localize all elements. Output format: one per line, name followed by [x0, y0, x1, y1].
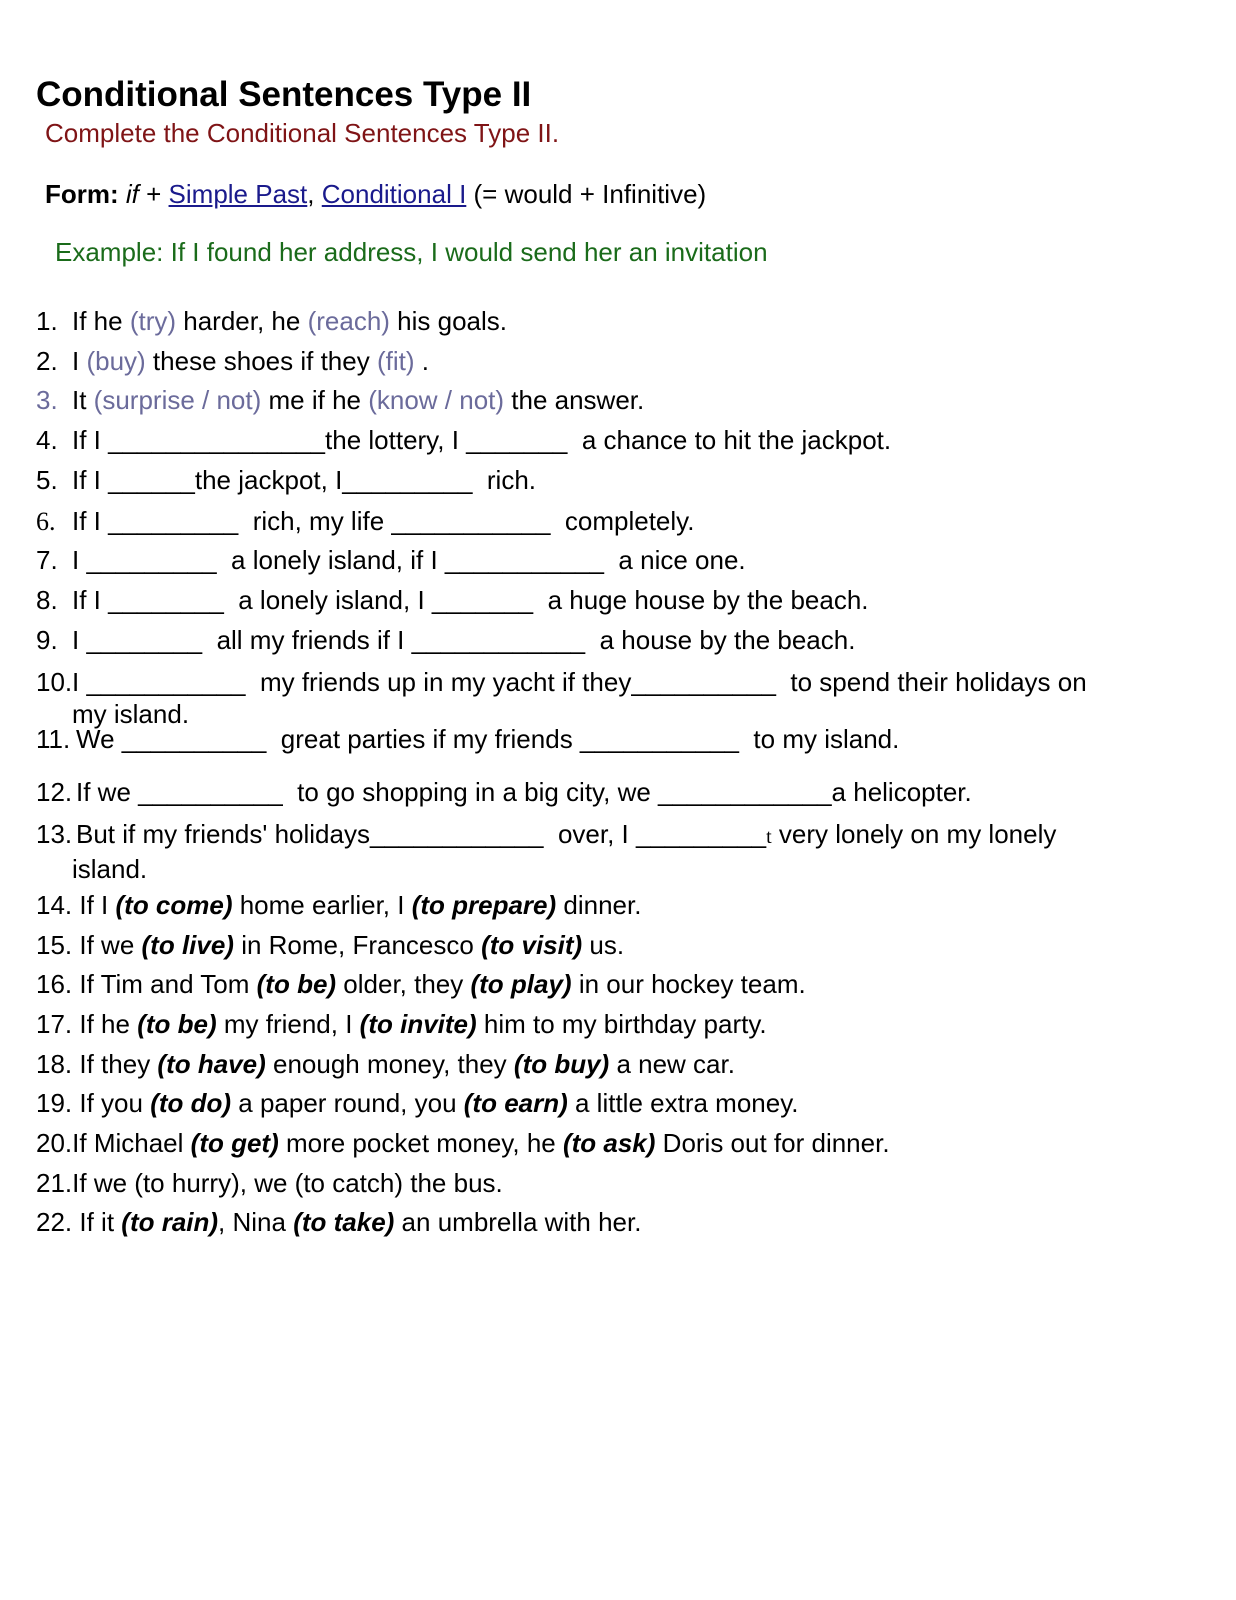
- item-text: I ___________ my friends up in my yacht if they__________ to spend their holidays on: [72, 667, 1087, 697]
- form-rest: (= would + Infinitive): [466, 179, 707, 209]
- item-text: If he: [72, 306, 130, 336]
- item-number: 12.: [36, 777, 73, 807]
- item-text: If I _______________the lottery, I _______ a chance to hit the jackpot.: [72, 425, 892, 455]
- item-text: him to my birthday party.: [476, 1009, 767, 1039]
- form-if: if: [125, 179, 139, 209]
- item-number: 1.: [36, 306, 58, 336]
- item-text: a little extra money.: [567, 1088, 799, 1118]
- form-comma: ,: [307, 179, 315, 209]
- item-text: If Tim and Tom: [72, 969, 257, 999]
- item-number: 20.: [36, 1128, 73, 1158]
- example-sentence: Example: If I found her address, I would send her an invitation: [55, 237, 768, 267]
- verb-hint: (to ask): [562, 1128, 656, 1158]
- item-number: 7.: [36, 545, 58, 575]
- item-text: , Nina: [218, 1207, 294, 1237]
- item-text: my friend, I: [216, 1009, 360, 1039]
- item-text: very lonely on my lonely: [771, 819, 1057, 849]
- item-text: If you: [72, 1088, 151, 1118]
- item-text: a new car.: [609, 1049, 735, 1079]
- item-text: If I _________ rich, my life ___________ completely.: [72, 506, 695, 536]
- item-text: his goals.: [389, 306, 508, 336]
- item-number: 16.: [36, 969, 73, 999]
- item-number: 15.: [36, 930, 73, 960]
- verb-hint: (to visit): [481, 930, 583, 960]
- verb-hint: (to be): [137, 1009, 217, 1039]
- item-text: an umbrella with her.: [394, 1207, 642, 1237]
- exercise-item-2: [36, 345, 429, 377]
- item-text: If Michael: [72, 1128, 191, 1158]
- item-text: If I ______the jackpot, I_________ rich.: [72, 465, 537, 495]
- exercise-item-19: [36, 1087, 799, 1119]
- item-text: a paper round, you: [231, 1088, 464, 1118]
- page-title: Conditional Sentences Type II: [36, 75, 532, 114]
- item-number: 13.: [36, 819, 73, 849]
- item-number: 5.: [36, 465, 58, 495]
- verb-hint: (surprise / not): [93, 385, 262, 415]
- item-text: in our hockey team.: [571, 969, 806, 999]
- verb-hint: (fit): [376, 346, 415, 376]
- form-plus: +: [138, 179, 169, 209]
- item-text-continued: island.: [72, 854, 148, 884]
- item-number: 9.: [36, 625, 58, 655]
- item-number: 4.: [36, 425, 58, 455]
- exercise-item-17: [36, 1008, 767, 1040]
- item-text: us.: [582, 930, 625, 960]
- item-text: If it: [72, 1207, 122, 1237]
- verb-hint: (to play): [470, 969, 572, 999]
- item-text: I _________ a lonely island, if I ___________ a nice one.: [72, 545, 746, 575]
- verb-hint: (know / not): [368, 385, 505, 415]
- exercise-item-12: [36, 776, 972, 808]
- item-text: Doris out for dinner.: [655, 1128, 890, 1158]
- item-text: If they: [72, 1049, 158, 1079]
- verb-hint: (buy): [86, 346, 146, 376]
- item-number: 22.: [36, 1207, 73, 1237]
- item-text: It: [72, 385, 94, 415]
- verb-hint: (to be): [256, 969, 337, 999]
- item-number: 6.: [36, 507, 56, 536]
- exercise-item-15: [36, 929, 624, 961]
- exercise-item-3: [36, 384, 644, 416]
- item-number: 21.: [36, 1168, 73, 1198]
- item-text: I ________ all my friends if I ____________ a house by the beach.: [72, 625, 856, 655]
- item-text: dinner.: [556, 890, 642, 920]
- verb-hint: (try): [129, 306, 177, 336]
- exercise-item-22: [36, 1206, 641, 1238]
- conditional-i-link[interactable]: Conditional I: [321, 179, 467, 209]
- exercise-item-13: [36, 818, 1056, 885]
- item-text: I: [72, 346, 87, 376]
- item-number: 8.: [36, 585, 58, 615]
- verb-hint: (to earn): [463, 1088, 568, 1118]
- item-text: older, they: [336, 969, 471, 999]
- exercise-item-16: [36, 968, 806, 1000]
- item-number: 14.: [36, 890, 73, 920]
- exercise-item-20: [36, 1127, 890, 1159]
- item-text: If we __________ to go shopping in a big city, we ____________a helicopter.: [76, 777, 972, 807]
- item-text: If I: [72, 890, 116, 920]
- item-number: 3.: [36, 385, 58, 415]
- item-text-continued: my island.: [72, 699, 190, 729]
- item-number: 11.: [36, 724, 71, 754]
- verb-hint: (to take): [293, 1207, 395, 1237]
- verb-hint: (to rain): [121, 1207, 219, 1237]
- item-text: the answer.: [504, 385, 645, 415]
- exercise-item-1: [36, 305, 507, 337]
- item-number: 19.: [36, 1088, 73, 1118]
- verb-hint: (to have): [157, 1049, 266, 1079]
- item-number: 17.: [36, 1009, 73, 1039]
- exercise-item-11: [36, 723, 899, 755]
- exercise-item-5: [36, 464, 536, 496]
- item-text: If we: [72, 930, 142, 960]
- item-text: in Rome, Francesco: [233, 930, 482, 960]
- item-text: more pocket money, he: [278, 1128, 563, 1158]
- instructions: Complete the Conditional Sentences Type II.: [45, 118, 560, 148]
- item-text: If we (to hurry), we (to catch) the bus.: [72, 1168, 503, 1198]
- exercise-item-4: [36, 424, 891, 456]
- simple-past-link[interactable]: Simple Past: [168, 179, 308, 209]
- exercise-item-18: [36, 1048, 735, 1080]
- exercise-item-21: [36, 1167, 503, 1199]
- item-text: .: [414, 346, 429, 376]
- item-text: these shoes if they: [145, 346, 377, 376]
- verb-hint: (to prepare): [411, 890, 557, 920]
- item-text: We __________ great parties if my friends ___________ to my island.: [76, 724, 900, 754]
- verb-hint: (to buy): [513, 1049, 610, 1079]
- verb-hint: (to get): [190, 1128, 279, 1158]
- verb-hint: (to invite): [359, 1009, 477, 1039]
- exercise-item-9: [36, 624, 855, 656]
- item-text: harder, he: [176, 306, 308, 336]
- exercise-item-7: [36, 544, 746, 576]
- exercise-item-8: [36, 584, 869, 616]
- item-text: home earlier, I: [232, 890, 412, 920]
- item-text: But if my friends' holidays____________ over, I _________: [76, 819, 767, 849]
- form-label: Form:: [45, 179, 119, 209]
- item-text: If I ________ a lonely island, I _______ a huge house by the beach.: [72, 585, 869, 615]
- exercise-item-6: [36, 505, 694, 538]
- verb-hint: (to do): [150, 1088, 232, 1118]
- verb-hint: (to come): [115, 890, 233, 920]
- item-text: me if he: [261, 385, 369, 415]
- form-rule: [45, 178, 706, 210]
- exercise-item-10: [36, 666, 1087, 730]
- verb-hint: (reach): [307, 306, 390, 336]
- stray-letter: t: [766, 826, 772, 848]
- verb-hint: (to live): [141, 930, 234, 960]
- exercise-item-14: [36, 889, 641, 921]
- item-number: 18.: [36, 1049, 73, 1079]
- item-text: If he: [72, 1009, 138, 1039]
- item-number: 2.: [36, 346, 58, 376]
- item-number: 10.: [36, 667, 73, 697]
- item-text: enough money, they: [265, 1049, 514, 1079]
